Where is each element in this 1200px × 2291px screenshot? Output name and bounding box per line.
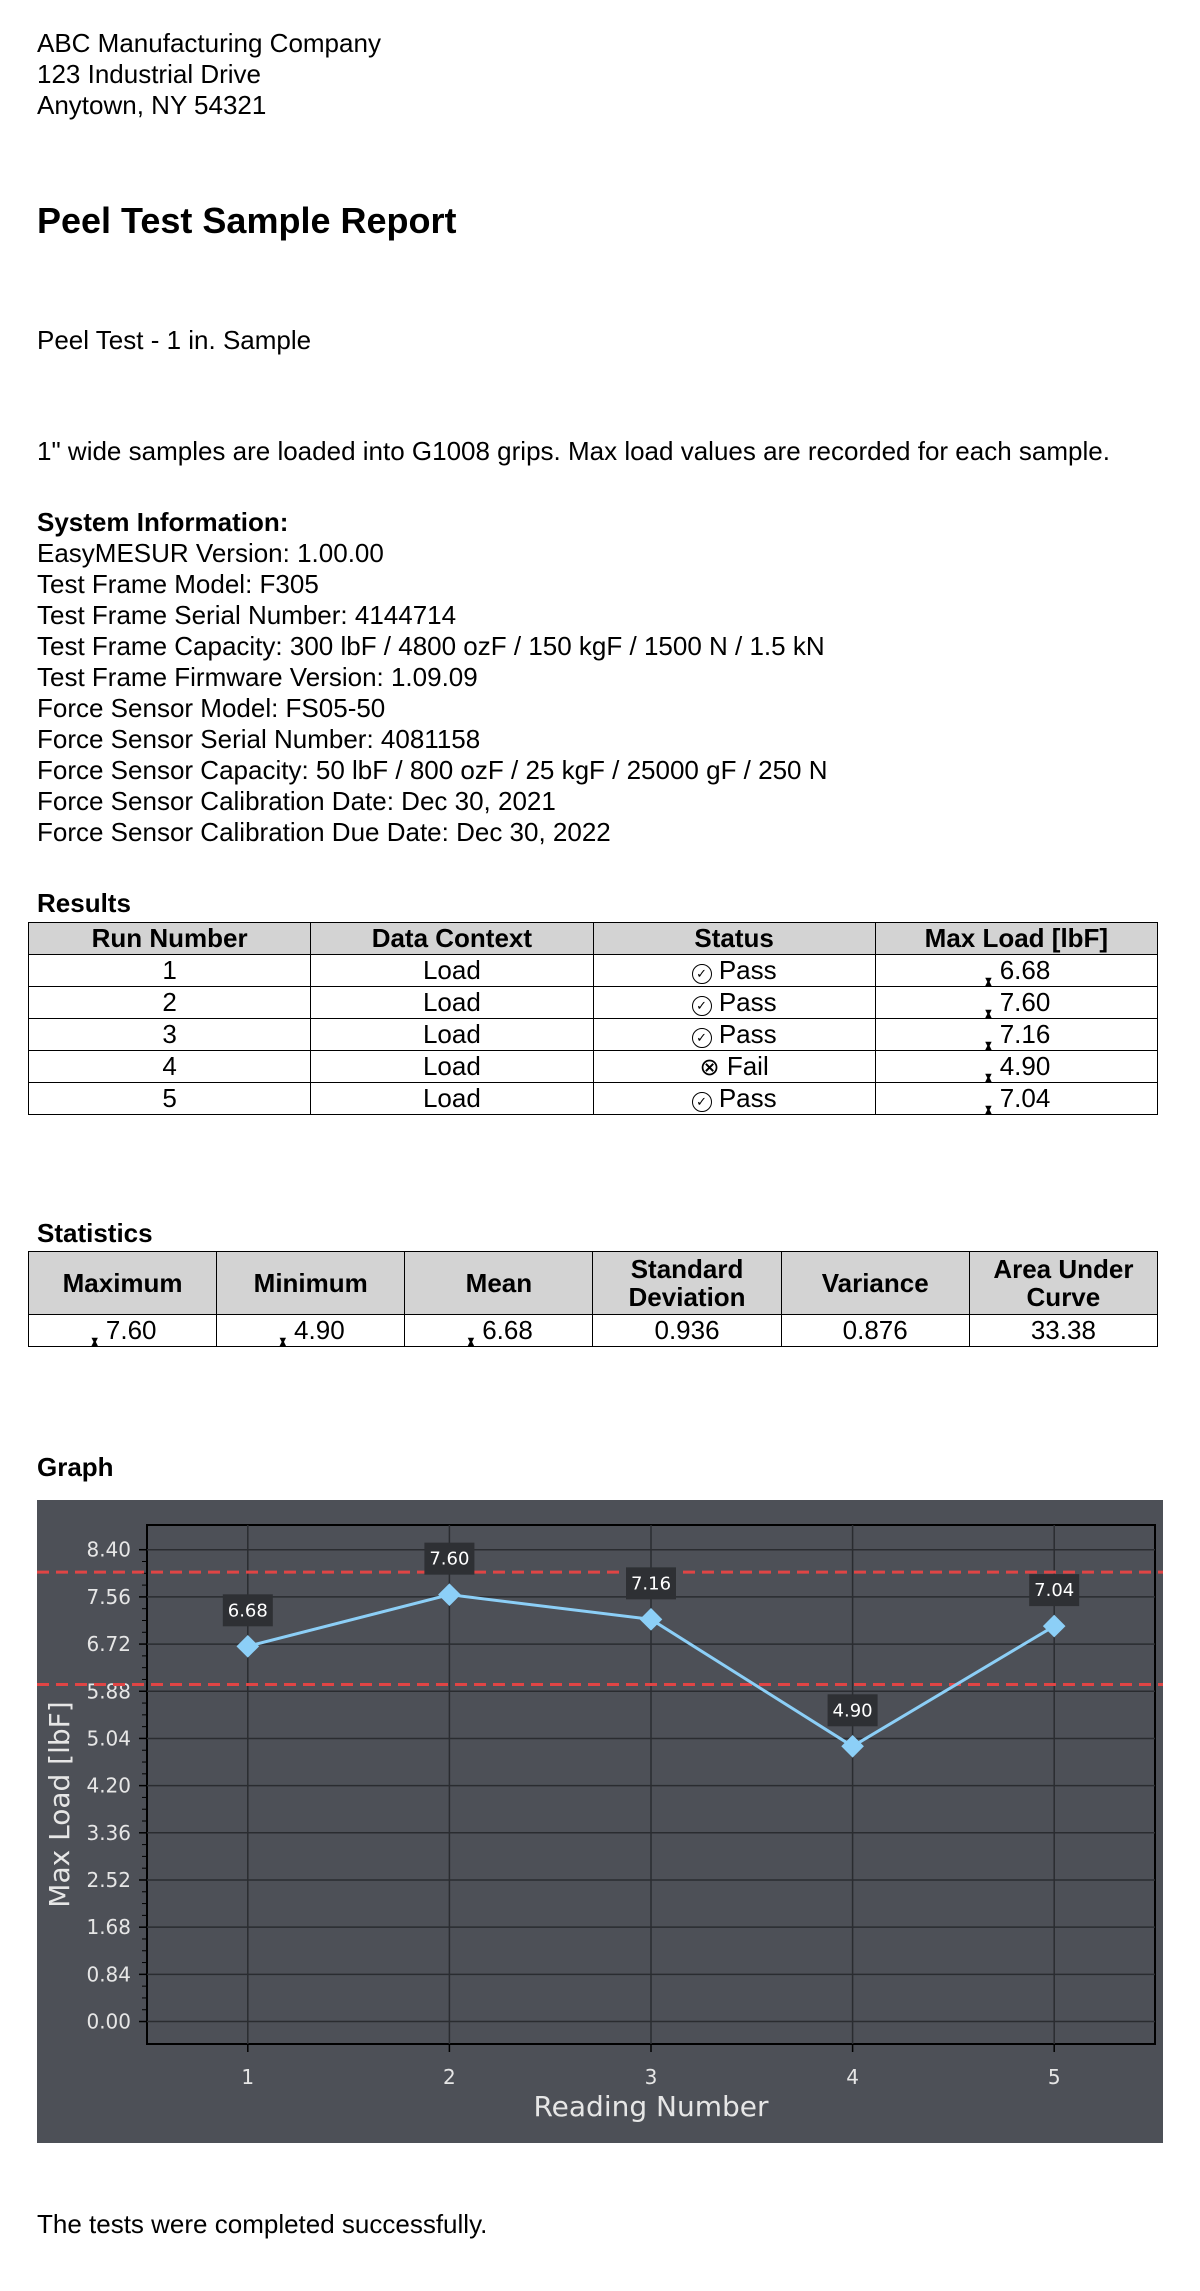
x-tick-label: 4 — [846, 2065, 859, 2089]
column-header-std-deviation: Standard Deviation — [593, 1252, 781, 1315]
max-load-cell — [875, 955, 1157, 987]
status-value: Pass — [718, 1019, 777, 1049]
x-tick-label: 1 — [241, 2065, 255, 2089]
column-header-mean: Mean — [405, 1252, 593, 1315]
data-context-cell: Load — [311, 1083, 593, 1115]
max-load-cell — [875, 1019, 1157, 1051]
y-tick-label: 6.72 — [86, 1632, 131, 1657]
stat-minimum-value: 4.90 — [294, 1315, 345, 1345]
check-circle-icon: ✓ — [692, 1092, 712, 1112]
y-tick-label: 5.88 — [86, 1679, 131, 1704]
system-info-line: Force Sensor Capacity: 50 lbF / 800 ozF / 25 kgF / 25000 gF / 250 N — [37, 755, 828, 785]
x-tick-label: 2 — [443, 2065, 456, 2089]
y-tick-label: 0.00 — [86, 2009, 131, 2034]
stat-mean — [405, 1315, 593, 1347]
report-title: Peel Test Sample Report — [37, 200, 457, 241]
max-load-cell — [875, 1083, 1157, 1115]
stat-maximum-value: 7.60 — [105, 1315, 157, 1345]
results-row — [29, 987, 1158, 1019]
test-description: 1" wide samples are loaded into G1008 grips. Max load values are recorded for each sample. — [37, 436, 1110, 466]
statistics-header-row — [29, 1252, 1158, 1315]
run-number-cell: 2 — [29, 987, 311, 1019]
max-load-value: 6.68 — [999, 955, 1051, 985]
column-header-max-load: Max Load [lbF] — [875, 923, 1157, 955]
stat-minimum — [217, 1315, 405, 1347]
system-info-line: Test Frame Model: F305 — [37, 569, 319, 599]
max-load-cell — [875, 987, 1157, 1019]
max-load-value: 7.16 — [999, 1019, 1051, 1049]
results-header-row — [29, 923, 1158, 955]
y-tick-label: 5.04 — [86, 1726, 131, 1751]
graph-heading: Graph — [37, 1452, 114, 1482]
status-cell — [593, 955, 875, 987]
data-label: 7.60 — [429, 1548, 470, 1570]
y-tick-label: 8.40 — [86, 1537, 131, 1562]
max-load-value: 7.60 — [999, 987, 1051, 1017]
data-label: 7.04 — [1034, 1580, 1075, 1602]
system-info-line: Test Frame Firmware Version: 1.09.09 — [37, 662, 478, 692]
status-value: Pass — [718, 1083, 777, 1113]
company-address — [37, 28, 381, 121]
data-label: 7.16 — [630, 1573, 672, 1595]
data-context-cell: Load — [311, 955, 593, 987]
status-value: Pass — [718, 955, 777, 985]
column-header-run-number: Run Number — [29, 923, 311, 955]
check-circle-icon: ✓ — [692, 964, 712, 984]
y-tick-label: 0.84 — [86, 1962, 131, 1987]
y-tick-label: 3.36 — [86, 1820, 131, 1845]
column-header-status: Status — [593, 923, 875, 955]
y-axis-title: Max Load [lbF] — [43, 1701, 76, 1908]
stat-area-under-curve: 33.38 — [969, 1315, 1157, 1347]
max-load-value: 4.90 — [999, 1051, 1051, 1081]
results-row — [29, 1051, 1158, 1083]
statistics-heading: Statistics — [37, 1218, 153, 1248]
y-tick-label: 1.68 — [86, 1915, 131, 1940]
statistics-values-row — [29, 1315, 1158, 1347]
system-info-line: EasyMESUR Version: 1.00.00 — [37, 538, 384, 568]
column-header-variance: Variance — [781, 1252, 969, 1315]
system-info-heading: System Information: — [37, 507, 289, 537]
data-context-cell: Load — [311, 1019, 593, 1051]
max-load-value: 7.04 — [999, 1083, 1051, 1113]
statistics-table — [28, 1251, 1158, 1347]
y-tick-label: 4.20 — [86, 1773, 131, 1798]
company-city: Anytown, NY 54321 — [37, 90, 267, 120]
results-row — [29, 955, 1158, 987]
results-table — [28, 922, 1158, 1115]
system-info-line: Force Sensor Serial Number: 4081158 — [37, 724, 481, 754]
data-label: 4.90 — [832, 1700, 873, 1722]
system-information — [37, 507, 828, 848]
status-cell — [593, 987, 875, 1019]
company-name: ABC Manufacturing Company — [37, 28, 381, 58]
status-value: Fail — [726, 1051, 769, 1081]
run-number-cell: 1 — [29, 955, 311, 987]
system-info-line: Test Frame Serial Number: 4144714 — [37, 600, 457, 630]
max-load-cell — [875, 1051, 1157, 1083]
data-label: 6.68 — [227, 1600, 268, 1622]
x-axis-title: Reading Number — [533, 2090, 769, 2123]
results-row — [29, 1019, 1158, 1051]
system-info-line: Force Sensor Model: FS05-50 — [37, 693, 386, 723]
company-street: 123 Industrial Drive — [37, 59, 261, 89]
status-value: Pass — [718, 987, 777, 1017]
x-tick-label: 3 — [644, 2065, 658, 2089]
y-tick-label: 2.52 — [86, 1867, 131, 1892]
column-header-data-context: Data Context — [311, 923, 593, 955]
system-info-line: Force Sensor Calibration Due Date: Dec 30, 2022 — [37, 817, 611, 847]
stat-variance: 0.876 — [781, 1315, 969, 1347]
system-info-line: Test Frame Capacity: 300 lbF / 4800 ozF / 150 kgF / 1500 N / 1.5 kN — [37, 631, 825, 661]
check-circle-icon: ✓ — [692, 996, 712, 1016]
stat-maximum — [29, 1315, 217, 1347]
status-cell — [593, 1083, 875, 1115]
column-header-minimum: Minimum — [217, 1252, 405, 1315]
x-tick-label: 5 — [1047, 2065, 1061, 2089]
results-heading: Results — [37, 888, 131, 918]
chart-svg — [37, 1500, 1163, 2143]
x-circle-icon: ⊗ — [699, 1054, 720, 1081]
status-cell — [593, 1051, 875, 1083]
stat-std-deviation: 0.936 — [593, 1315, 781, 1347]
completion-message: The tests were completed successfully. — [37, 2209, 488, 2239]
y-tick-label: 7.56 — [86, 1584, 131, 1609]
max-load-chart — [37, 1500, 1163, 2143]
check-circle-icon: ✓ — [692, 1028, 712, 1048]
data-context-cell: Load — [311, 987, 593, 1019]
system-info-line: Force Sensor Calibration Date: Dec 30, 2021 — [37, 786, 556, 816]
test-name: Peel Test - 1 in. Sample — [37, 325, 312, 355]
data-context-cell: Load — [311, 1051, 593, 1083]
column-header-area-under-curve: Area Under Curve — [969, 1252, 1157, 1315]
results-row — [29, 1083, 1158, 1115]
run-number-cell: 4 — [29, 1051, 311, 1083]
stat-mean-value: 6.68 — [482, 1315, 533, 1345]
run-number-cell: 3 — [29, 1019, 311, 1051]
column-header-maximum: Maximum — [29, 1252, 217, 1315]
status-cell — [593, 1019, 875, 1051]
run-number-cell: 5 — [29, 1083, 311, 1115]
